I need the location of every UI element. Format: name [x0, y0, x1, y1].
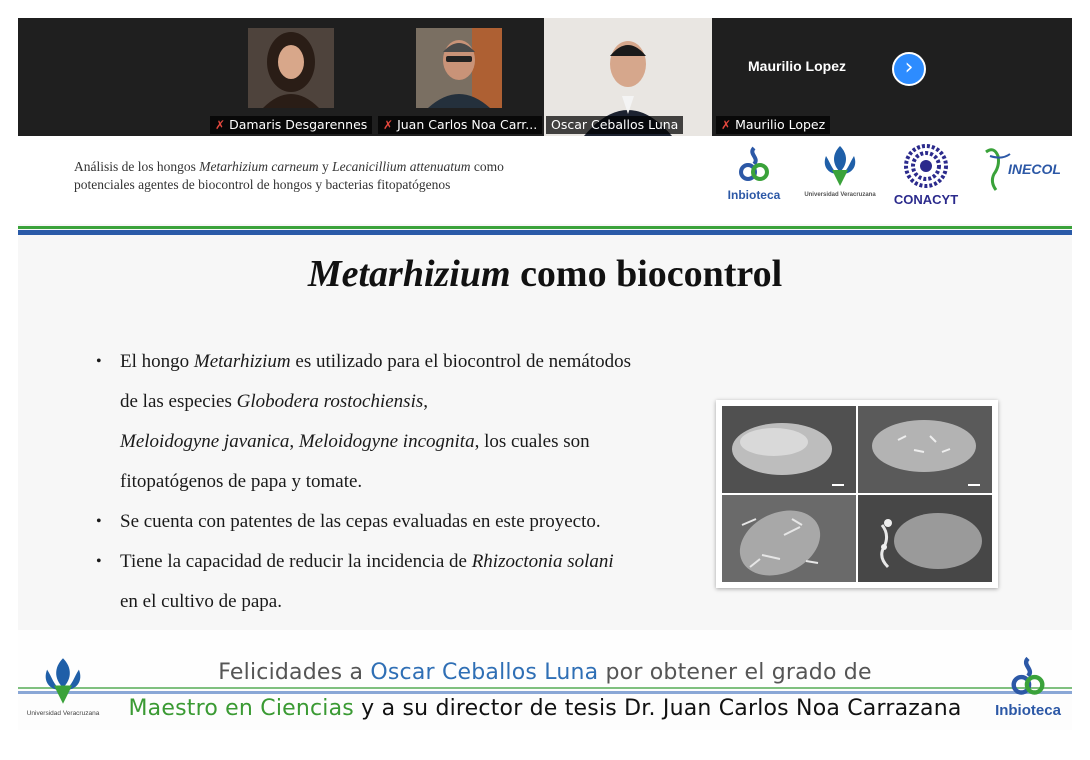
micrograph-figure	[716, 400, 998, 588]
participant-display-name: Maurilio Lopez	[748, 58, 846, 74]
slide-header	[18, 136, 1072, 224]
conacyt-icon	[903, 144, 949, 188]
participant-tile[interactable]	[714, 18, 880, 136]
participant-name-tag	[546, 116, 683, 134]
header-divider-green	[18, 226, 1072, 229]
micrograph-panel-healthy-egg	[722, 406, 856, 493]
mic-muted-icon: ✗	[383, 118, 394, 132]
inbioteca-icon	[1006, 654, 1050, 698]
advisor-name: Dr. Juan Carlos Noa Carrazana	[624, 696, 962, 721]
banner-divider-blue	[18, 691, 1072, 694]
chevron-right-icon: ›	[904, 55, 914, 80]
hummingbird-icon	[980, 142, 1060, 194]
graduate-name: Oscar Ceballos Luna	[370, 660, 599, 685]
participant-strip	[18, 18, 1072, 136]
inbioteca-icon	[734, 144, 774, 184]
participant-tile-active-speaker[interactable]	[544, 18, 712, 136]
participant-name-tag	[210, 116, 372, 134]
participant-name: Oscar Ceballos Luna	[551, 117, 679, 132]
header-divider-blue	[18, 230, 1072, 235]
banner-divider-green	[18, 687, 1072, 689]
participant-name: Juan Carlos Noa Carr...	[397, 117, 538, 132]
conacyt-logo: CONACYT	[886, 144, 966, 207]
banner-line-2: Maestro en Ciencias y a su director de tesis Dr. Juan Carlos Noa Carrazana	[128, 696, 962, 721]
flor-de-lis-icon	[818, 144, 862, 188]
universidad-veracruzana-logo: Universidad Veracruzana	[20, 656, 106, 717]
participant-tile[interactable]	[208, 18, 374, 136]
congratulations-banner	[0, 630, 1090, 730]
participant-name-tag	[716, 116, 830, 134]
slide-title: Metarhizium como biocontrol	[307, 253, 783, 295]
inecol-wordmark: INECOL	[1008, 161, 1060, 177]
inecol-logo	[980, 142, 1060, 198]
banner-line-1: Felicidades a Oscar Ceballos Luna por obtener el grado de	[218, 660, 872, 685]
inbioteca-logo: Inbioteca	[718, 144, 790, 202]
mic-muted-icon: ✗	[721, 118, 732, 132]
bullet-list	[96, 342, 636, 622]
micrograph-panel-colonized-egg	[858, 495, 992, 582]
participant-tile[interactable]	[376, 18, 542, 136]
micrograph-panel-hyphae-coverage	[722, 495, 856, 582]
meeting-window	[18, 18, 1072, 730]
mic-muted-icon: ✗	[215, 118, 226, 132]
participant-name: Maurilio Lopez	[735, 117, 826, 132]
participant-name-tag	[378, 116, 542, 134]
bullet-item: • El hongo Metarhizium es utilizado para el biocontrol de nemátodos de las especies Globodera rostochiensis, Meloidogyne javanica, Meloidogyne incognita, los cuales son fitopatógenos de papa y tomate.	[96, 342, 636, 502]
bullet-item: • Tiene la capacidad de reducir la incidencia de Rhizoctonia solani en el cultivo de papa.	[96, 542, 636, 622]
participant-name: Damaris Desgarennes	[229, 117, 368, 132]
degree-name: Maestro en Ciencias	[128, 696, 354, 721]
next-page-button[interactable]	[892, 52, 926, 86]
micrograph-panel-early-infection	[858, 406, 992, 493]
universidad-veracruzana-logo: Universidad Veracruzana	[802, 144, 878, 198]
slide-subtitle: Análisis de los hongos Metarhizium carneum y Lecanicillium attenuatum como potenciales agentes de biocontrol de hongos y bacterias fitopatógenos	[74, 159, 504, 192]
inbioteca-logo: Inbioteca	[986, 654, 1070, 719]
bullet-item: • Se cuenta con patentes de las cepas evaluadas en este proyecto.	[96, 502, 636, 542]
